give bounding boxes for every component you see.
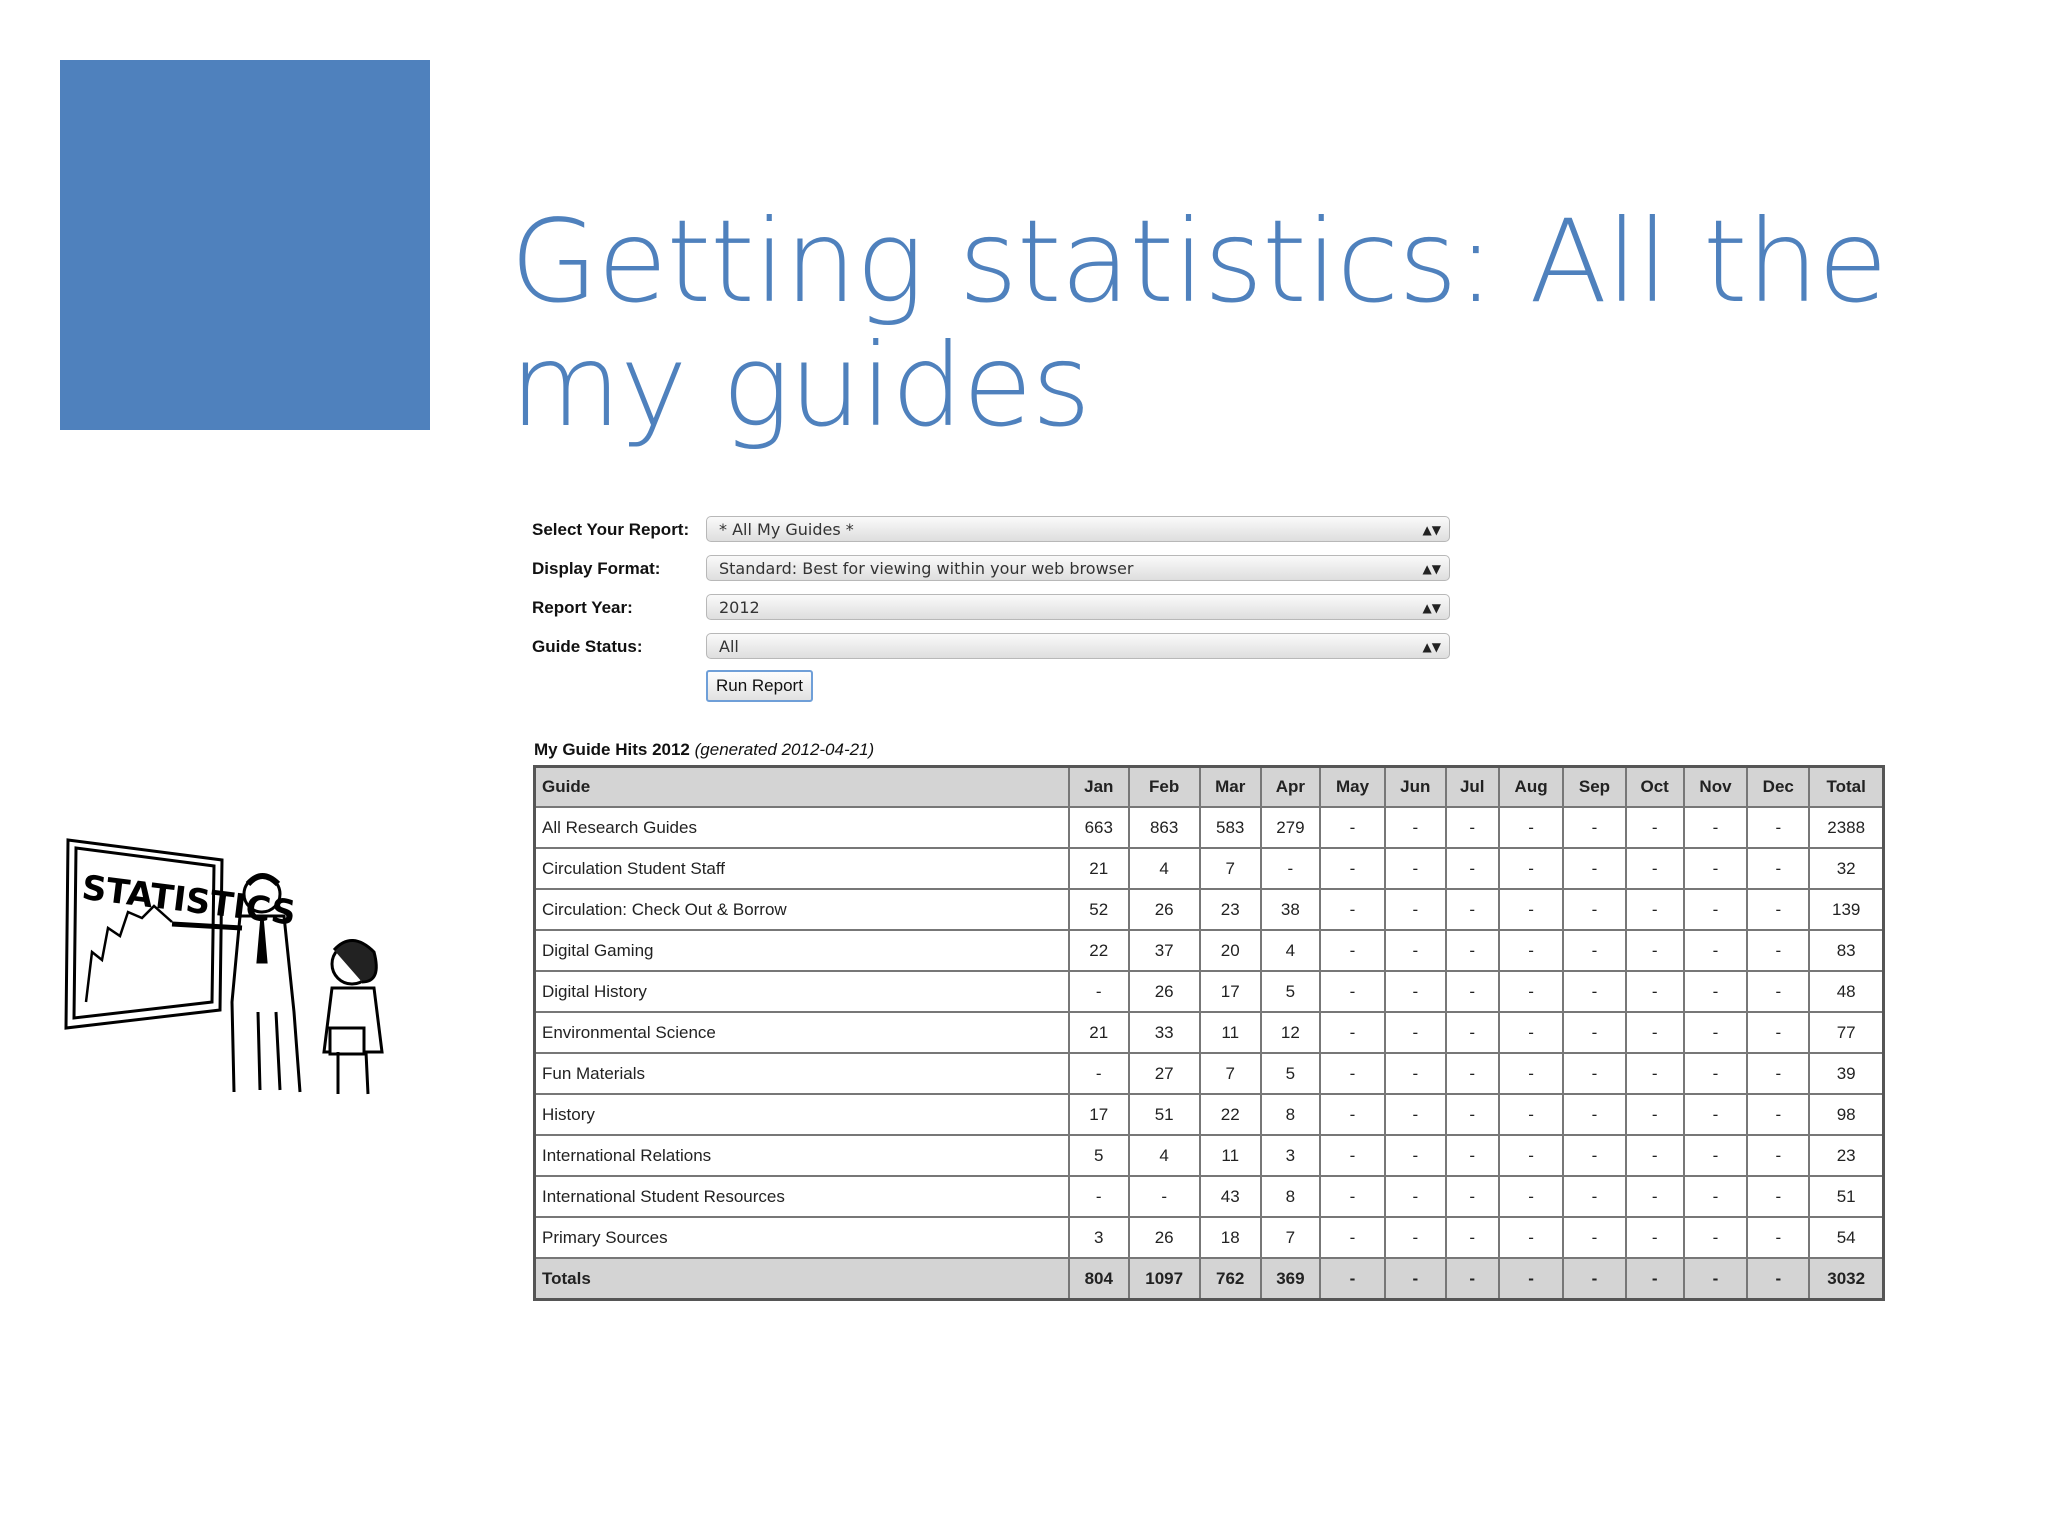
totals-cell: - [1446,1258,1499,1300]
display-format-label: Display Format: [532,559,661,578]
column-header-apr: Apr [1261,767,1321,808]
hits-cell: - [1385,807,1446,848]
hits-cell: - [1320,1094,1385,1135]
hits-cell: - [1385,1176,1446,1217]
guide-name-cell: Primary Sources [535,1217,1070,1258]
updown-arrows-icon: ▲▼ [1422,562,1441,576]
hits-cell: - [1563,1012,1625,1053]
table-row [535,1217,1884,1258]
hits-cell: - [1684,807,1747,848]
hits-cell: - [1320,807,1385,848]
hits-cell: 51 [1129,1094,1200,1135]
hits-cell: - [1499,971,1564,1012]
totals-cell: - [1747,1258,1809,1300]
accent-square [60,60,430,430]
hits-cell: 37 [1129,930,1200,971]
hits-cell: - [1069,1176,1129,1217]
hits-cell: - [1499,1094,1564,1135]
hits-cell: - [1320,1217,1385,1258]
totals-cell: 369 [1261,1258,1321,1300]
hits-cell: 48 [1809,971,1883,1012]
hits-cell: 663 [1069,807,1129,848]
hits-cell: 26 [1129,1217,1200,1258]
hits-cell: - [1385,930,1446,971]
guide-status-label: Guide Status: [532,637,643,656]
hits-cell: - [1563,1135,1625,1176]
column-header-nov: Nov [1684,767,1747,808]
hits-cell: 11 [1200,1135,1261,1176]
hits-cell: 52 [1069,889,1129,930]
guide-name-cell: Circulation Student Staff [535,848,1070,889]
table-row [535,1135,1884,1176]
hits-cell: 12 [1261,1012,1321,1053]
hits-cell: - [1563,1176,1625,1217]
select-report-label: Select Your Report: [532,520,690,539]
hits-cell: - [1446,930,1499,971]
clipart-board-label: STATISTICS [79,867,298,934]
hits-cell: 8 [1261,1176,1321,1217]
hits-cell: 5 [1069,1135,1129,1176]
hits-cell: - [1626,971,1684,1012]
table-row [535,1053,1884,1094]
column-header-oct: Oct [1626,767,1684,808]
totals-cell: - [1563,1258,1625,1300]
hits-cell: - [1626,1135,1684,1176]
table-row [535,889,1884,930]
totals-cell: - [1320,1258,1385,1300]
hits-cell: 22 [1069,930,1129,971]
hits-cell: 18 [1200,1217,1261,1258]
hits-cell: 38 [1261,889,1321,930]
hits-cell: - [1129,1176,1200,1217]
hits-cell: - [1499,930,1564,971]
hits-cell: - [1499,1217,1564,1258]
hits-cell: - [1684,1217,1747,1258]
hits-cell: - [1320,1135,1385,1176]
totals-label-cell: Totals [535,1258,1070,1300]
hits-cell: - [1499,848,1564,889]
guide-status-dropdown[interactable] [706,633,1450,659]
hits-cell: - [1446,807,1499,848]
hits-cell: - [1563,930,1625,971]
hits-cell: - [1563,971,1625,1012]
hits-cell: - [1446,848,1499,889]
hits-cell: - [1385,848,1446,889]
hits-cell: - [1684,1135,1747,1176]
hits-cell: - [1747,889,1809,930]
hits-cell: - [1747,1094,1809,1135]
hits-cell: 7 [1200,848,1261,889]
hits-cell: 4 [1261,930,1321,971]
column-header-mar: Mar [1200,767,1261,808]
column-header-jan: Jan [1069,767,1129,808]
hits-cell: - [1385,1012,1446,1053]
column-header-guide: Guide [535,767,1070,808]
column-header-feb: Feb [1129,767,1200,808]
hits-cell: 11 [1200,1012,1261,1053]
column-header-aug: Aug [1499,767,1564,808]
hits-cell: - [1446,1176,1499,1217]
table-row [535,971,1884,1012]
hits-cell: - [1446,1053,1499,1094]
updown-arrows-icon: ▲▼ [1422,640,1441,654]
guide-name-cell: Digital Gaming [535,930,1070,971]
hits-cell: - [1626,1053,1684,1094]
hits-cell: - [1563,848,1625,889]
hits-cell: - [1684,889,1747,930]
hits-cell: - [1747,930,1809,971]
hits-cell: 4 [1129,1135,1200,1176]
hits-cell: - [1626,889,1684,930]
hits-cell: - [1747,971,1809,1012]
form-row-display-format [530,555,1450,585]
select-report-dropdown[interactable] [706,516,1450,542]
table-row [535,1176,1884,1217]
hits-cell: 39 [1809,1053,1883,1094]
hits-cell: - [1563,1094,1625,1135]
hits-cell: - [1626,1094,1684,1135]
display-format-value: Standard: Best for viewing within your web browser [719,559,1134,578]
hits-cell: - [1563,807,1625,848]
hits-cell: 26 [1129,889,1200,930]
table-row [535,848,1884,889]
hits-cell: - [1446,971,1499,1012]
column-header-jun: Jun [1385,767,1446,808]
hits-cell: - [1563,889,1625,930]
hits-cell: - [1499,1176,1564,1217]
hits-cell: - [1747,1012,1809,1053]
hits-cell: 43 [1200,1176,1261,1217]
form-row-guide-status [530,633,1450,663]
guide-name-cell: Fun Materials [535,1053,1070,1094]
hits-cell: - [1069,971,1129,1012]
report-year-label: Report Year: [532,598,633,617]
guide-status-value: All [719,637,739,656]
hits-cell: - [1385,889,1446,930]
slide-title: Getting statistics: All the my guides [510,195,1887,452]
hits-cell: - [1320,1176,1385,1217]
updown-arrows-icon: ▲▼ [1422,601,1441,615]
table-row [535,1012,1884,1053]
hits-cell: 3 [1261,1135,1321,1176]
guide-name-cell: History [535,1094,1070,1135]
hits-cell: 27 [1129,1053,1200,1094]
hits-cell: 5 [1261,1053,1321,1094]
hits-cell: - [1320,889,1385,930]
hits-cell: 8 [1261,1094,1321,1135]
guide-name-cell: International Relations [535,1135,1070,1176]
hits-cell: 32 [1809,848,1883,889]
column-header-may: May [1320,767,1385,808]
hits-cell: - [1626,1217,1684,1258]
hits-cell: - [1747,1053,1809,1094]
hits-cell: 7 [1200,1053,1261,1094]
hits-cell: - [1626,807,1684,848]
hits-cell: - [1747,1176,1809,1217]
hits-cell: - [1563,1053,1625,1094]
hits-cell: - [1320,930,1385,971]
hits-cell: - [1446,1135,1499,1176]
hits-cell: 4 [1129,848,1200,889]
report-year-value: 2012 [719,598,760,617]
display-format-dropdown[interactable] [706,555,1450,581]
hits-cell: - [1626,930,1684,971]
hits-cell: 77 [1809,1012,1883,1053]
hits-cell: - [1499,1012,1564,1053]
hits-cell: - [1320,1012,1385,1053]
hits-cell: - [1626,848,1684,889]
column-header-jul: Jul [1446,767,1499,808]
form-row-report-year [530,594,1450,624]
hits-cell: - [1446,1012,1499,1053]
hits-cell: - [1499,1135,1564,1176]
hits-cell: - [1446,1217,1499,1258]
hits-cell: - [1320,1053,1385,1094]
table-row [535,807,1884,848]
hits-cell: 54 [1809,1217,1883,1258]
hits-cell: - [1385,1053,1446,1094]
select-report-value: * All My Guides * [719,520,854,539]
hits-cell: - [1747,848,1809,889]
hits-cell: 83 [1809,930,1883,971]
hits-cell: - [1684,1012,1747,1053]
column-header-dec: Dec [1747,767,1809,808]
hits-cell: 51 [1809,1176,1883,1217]
hits-cell: 98 [1809,1094,1883,1135]
guide-name-cell: Digital History [535,971,1070,1012]
guide-name-cell: Circulation: Check Out & Borrow [535,889,1070,930]
hits-cell: - [1446,1094,1499,1135]
hits-cell: 21 [1069,848,1129,889]
hits-cell: - [1684,848,1747,889]
hits-cell: 7 [1261,1217,1321,1258]
hits-cell: - [1684,1176,1747,1217]
hits-cell: 863 [1129,807,1200,848]
totals-cell: - [1684,1258,1747,1300]
table-row [535,1094,1884,1135]
form-row-select-report [530,516,1450,546]
totals-cell: - [1385,1258,1446,1300]
column-header-sep: Sep [1563,767,1625,808]
hits-cell: 23 [1200,889,1261,930]
hits-cell: - [1563,1217,1625,1258]
hits-cell: 5 [1261,971,1321,1012]
hits-cell: - [1261,848,1321,889]
hits-cell: - [1747,1135,1809,1176]
hits-cell: - [1684,930,1747,971]
hits-cell: - [1626,1176,1684,1217]
report-year-dropdown[interactable] [706,594,1450,620]
guide-hits-table [533,765,1885,1301]
updown-arrows-icon: ▲▼ [1422,523,1441,537]
hits-cell: - [1446,889,1499,930]
hits-cell: 23 [1809,1135,1883,1176]
totals-row [535,1258,1884,1300]
totals-cell: - [1626,1258,1684,1300]
totals-cell: 1097 [1129,1258,1200,1300]
report-caption [534,740,874,760]
hits-cell: 20 [1200,930,1261,971]
totals-cell: 804 [1069,1258,1129,1300]
totals-cell: 3032 [1809,1258,1883,1300]
hits-cell: - [1320,971,1385,1012]
run-report-button[interactable]: Run Report [706,670,813,702]
totals-cell: 762 [1200,1258,1261,1300]
hits-cell: - [1385,1217,1446,1258]
hits-cell: - [1684,1053,1747,1094]
hits-cell: - [1385,1135,1446,1176]
table-row [535,930,1884,971]
hits-cell: - [1499,889,1564,930]
totals-cell: - [1499,1258,1564,1300]
hits-cell: 33 [1129,1012,1200,1053]
hits-cell: 279 [1261,807,1321,848]
hits-cell: 2388 [1809,807,1883,848]
hits-cell: 17 [1069,1094,1129,1135]
hits-cell: 583 [1200,807,1261,848]
hits-cell: - [1747,1217,1809,1258]
hits-cell: 26 [1129,971,1200,1012]
hits-cell: 17 [1200,971,1261,1012]
guide-name-cell: International Student Resources [535,1176,1070,1217]
hits-cell: - [1069,1053,1129,1094]
hits-cell: 3 [1069,1217,1129,1258]
hits-cell: - [1684,1094,1747,1135]
table-header-row [535,767,1884,808]
hits-cell: - [1385,1094,1446,1135]
hits-cell: 22 [1200,1094,1261,1135]
report-caption-generated: (generated 2012-04-21) [694,740,875,759]
hits-cell: 139 [1809,889,1883,930]
hits-cell: - [1626,1012,1684,1053]
hits-cell: - [1684,971,1747,1012]
hits-cell: - [1499,1053,1564,1094]
guide-name-cell: All Research Guides [535,807,1070,848]
report-caption-title: My Guide Hits 2012 [534,740,690,759]
statistics-presenter-illustration [62,832,412,1102]
guide-name-cell: Environmental Science [535,1012,1070,1053]
hits-cell: - [1320,848,1385,889]
hits-cell: - [1747,807,1809,848]
hits-cell: - [1385,971,1446,1012]
column-header-total: Total [1809,767,1883,808]
hits-cell: 21 [1069,1012,1129,1053]
hits-cell: - [1499,807,1564,848]
